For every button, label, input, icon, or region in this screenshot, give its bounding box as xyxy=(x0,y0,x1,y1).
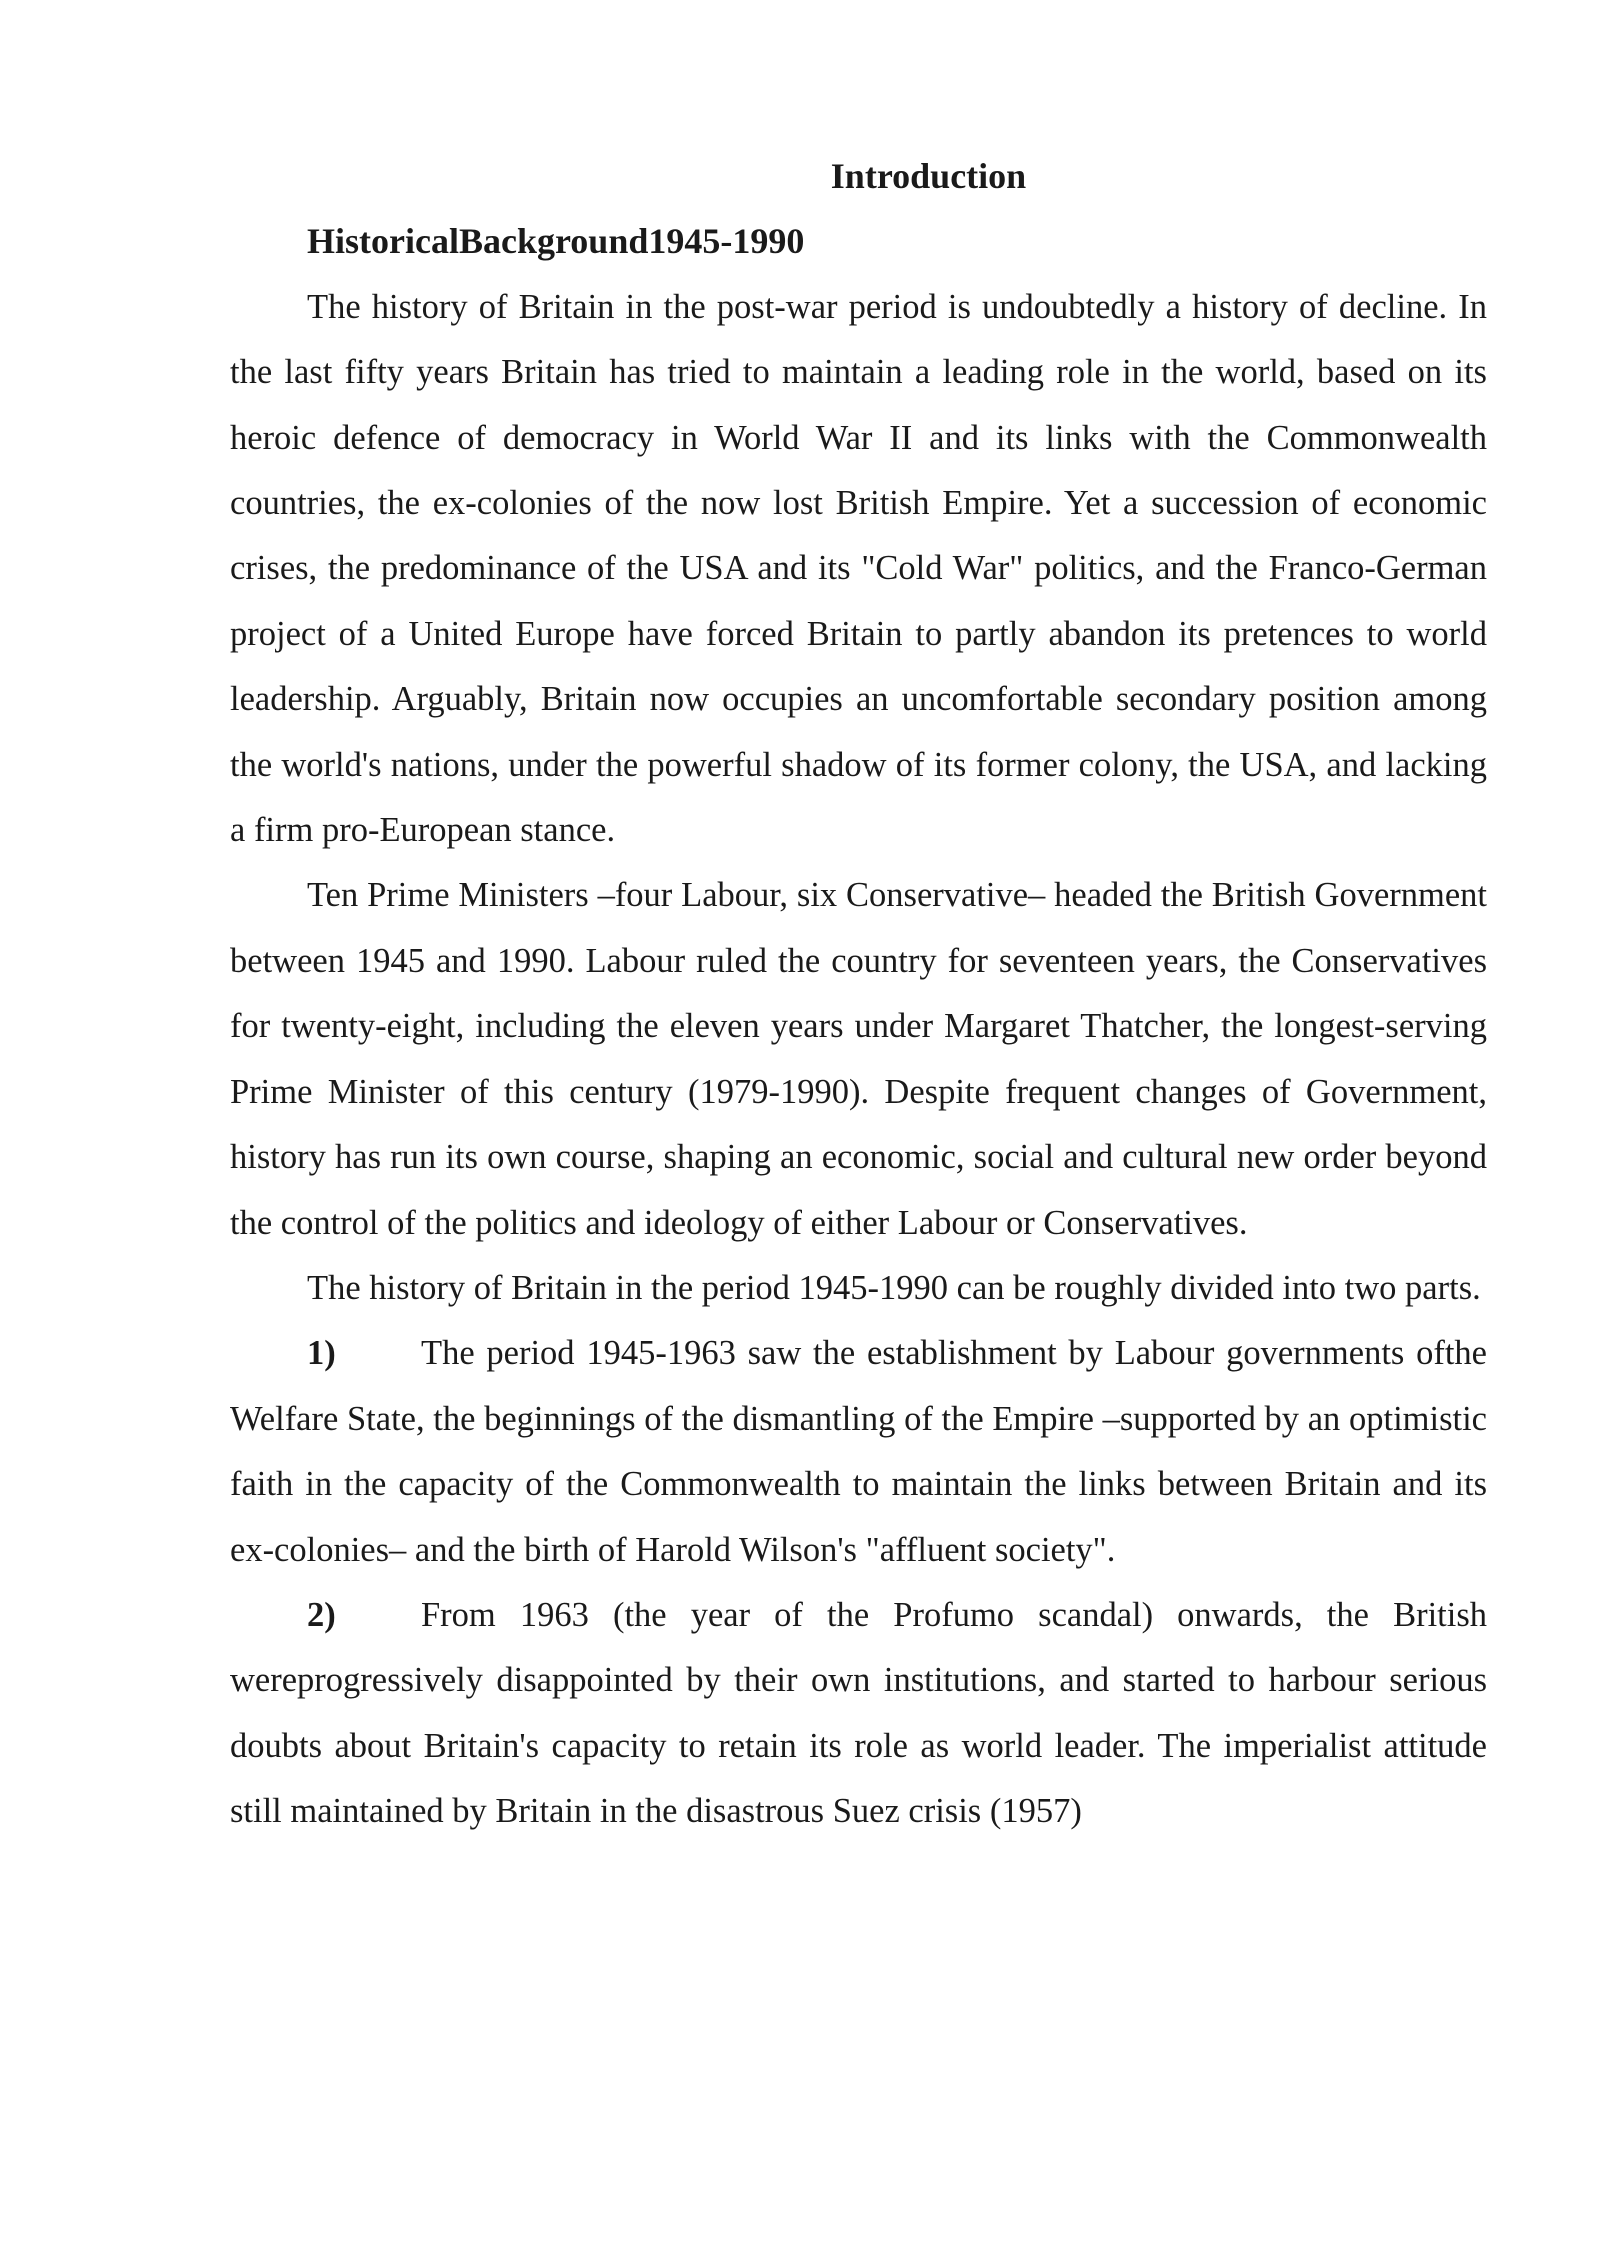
list-item xyxy=(230,1583,1487,1845)
list-item-text: The period 1945-1963 saw the establishment by Labour governments ofthe Welfare State, the beginnings of the dismantling of the Empire –supported by an optimistic faith in the capacity of the Commonwealth to maintain the links between Britain and its ex-colonies– and the birth of Harold Wilson's "affluent society". xyxy=(230,1334,1487,1569)
list-item xyxy=(230,1321,1487,1583)
list-item-number: 2) xyxy=(307,1595,336,1634)
list-item-number: 1) xyxy=(307,1334,336,1373)
list-item-text: From 1963 (the year of the Profumo scandal) onwards, the British wereprogressively disappointed by their own institutions, and started to harbour serious doubts about Britain's capacity to retain its role as world leader. The imperialist attitude still maintained by Britain in the disastrous Suez crisis (1957) xyxy=(230,1595,1487,1831)
document-page xyxy=(230,144,1487,1845)
document-title: Introduction xyxy=(830,156,1027,196)
paragraph: Ten Prime Ministers –four Labour, six Conservative– headed the British Government between 1945 and 1990. Labour ruled the country for seventeen years, the Conservatives for twenty-eight, including the eleven years under Margaret Thatcher, the longest-serving Prime Minister of this century (1979-1990). Despite frequent changes of Government, history has run its own course, shaping an economic, social and cultural new order beyond the control of the politics and ideology of either Labour or Conservatives. xyxy=(230,876,1487,1242)
paragraph: The history of Britain in the post-war period is undoubtedly a history of decline. In the last fifty years Britain has tried to maintain a leading role in the world, based on its heroic defence of democracy in World War II and its links with the Commonwealth countries, the ex-colonies of the now lost British Empire. Yet a succession of economic crises, the predominance of the USA and its "Cold War" politics, and the Franco-German project of a United Europe have forced Britain to partly abandon its pretences to world leadership. Arguably, Britain now occupies an uncomfortable secondary position among the world's nations, under the powerful shadow of its former colony, the USA, and lacking a firm pro-European stance. xyxy=(230,287,1487,850)
section-subheading: HistoricalBackground1945-1990 xyxy=(307,221,805,262)
paragraph: The history of Britain in the period 1945-1990 can be roughly divided into two parts. xyxy=(307,1268,1481,1307)
